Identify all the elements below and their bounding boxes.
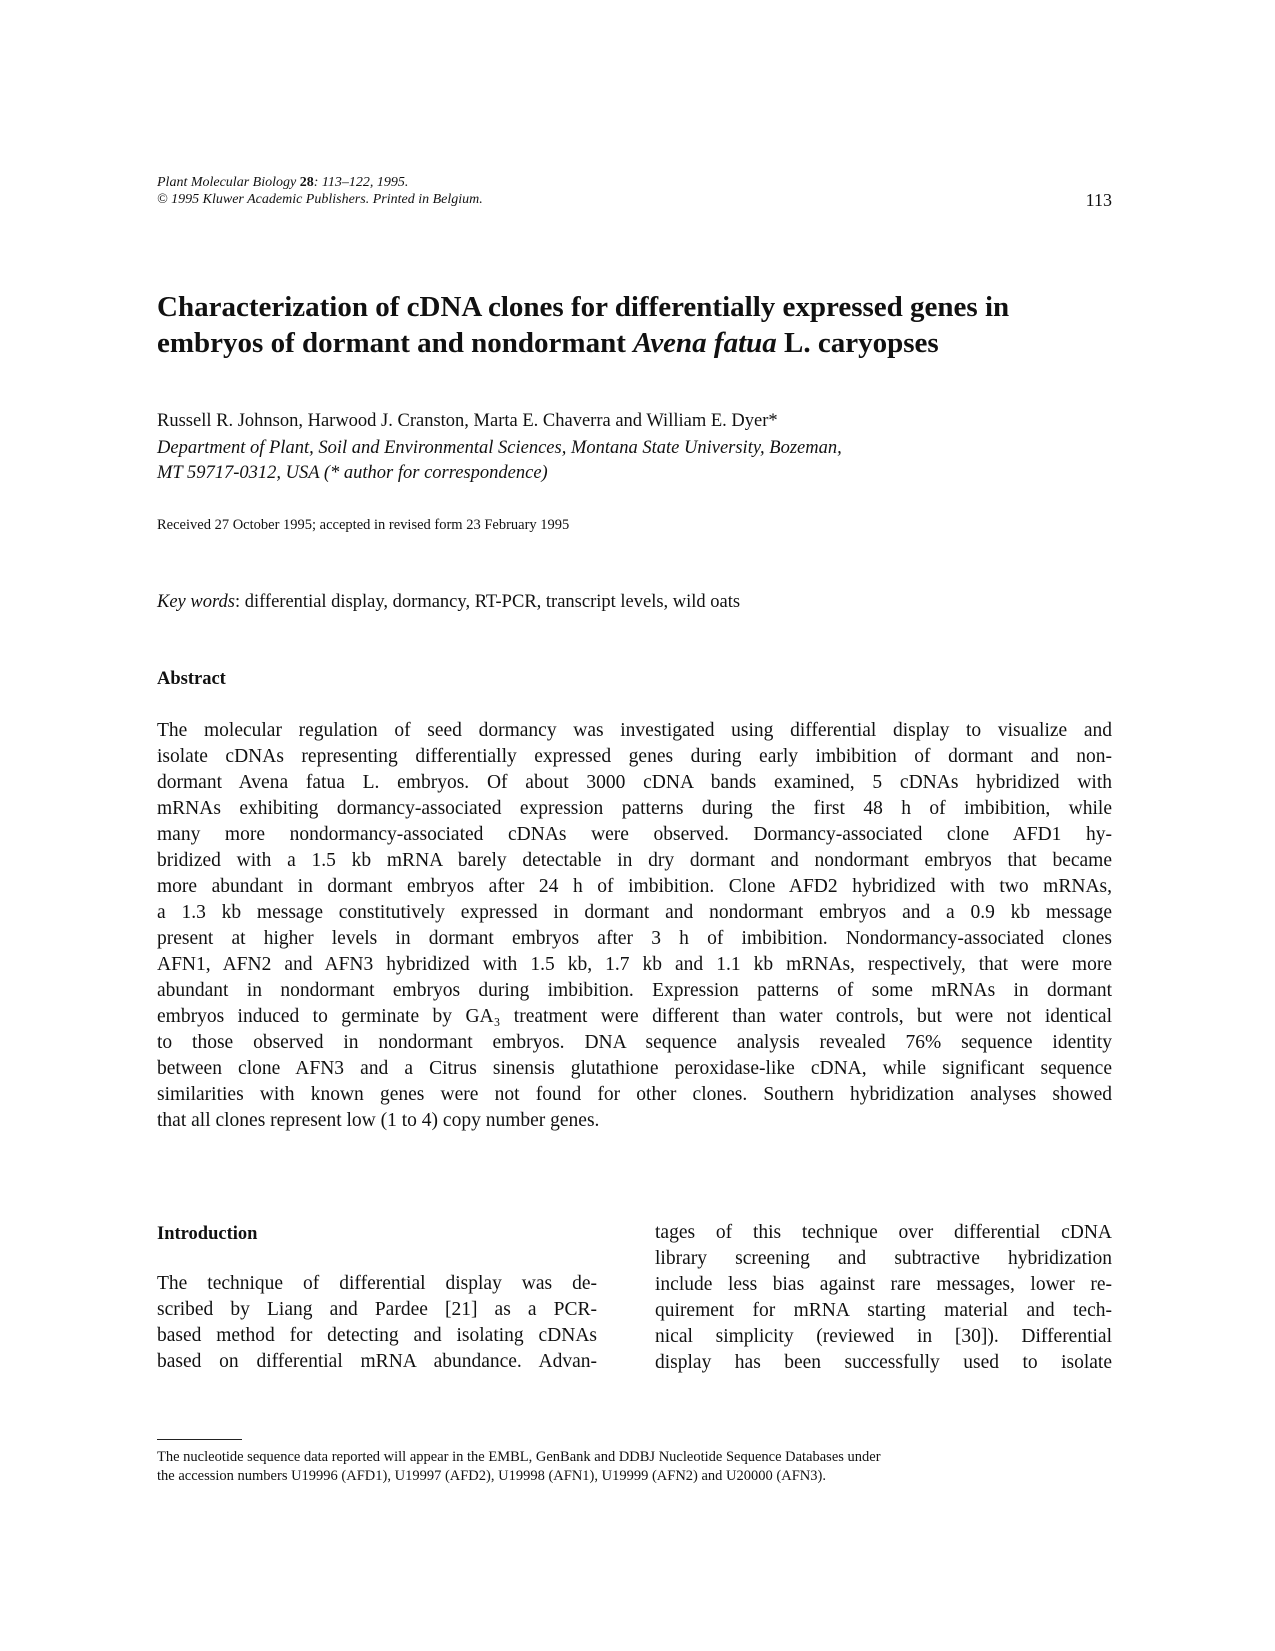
introduction-line: based on differential mRNA abundance. Advan- [157, 1351, 597, 1372]
title-text: embryos of dormant and nondormant [157, 327, 634, 359]
title-text-end: L. caryopses [776, 327, 939, 359]
title-line-1: Characterization of cDNA clones for differentially expressed genes in [157, 291, 1010, 323]
introduction-line: display has been successfully used to isolate [655, 1352, 1112, 1373]
abstract-line: present at higher levels in dormant embryos after 3 h of imbibition. Nondormancy-associated clones [157, 928, 1112, 949]
journal-header [157, 174, 857, 208]
title-line-2 [157, 325, 1117, 361]
introduction-line: scribed by Liang and Pardee [21] as a PCR- [157, 1299, 597, 1320]
introduction-line: The technique of differential display was de- [157, 1273, 597, 1294]
introduction-line: tages of this technique over differential cDNA [655, 1222, 1112, 1243]
introduction-line: include less bias against rare messages, lower re- [655, 1274, 1112, 1295]
introduction-line: based method for detecting and isolating cDNAs [157, 1325, 597, 1346]
abstract-line: to those observed in nondormant embryos. DNA sequence analysis revealed 76% sequence identity [157, 1032, 1112, 1053]
abstract-line: The molecular regulation of seed dormancy was investigated using differential display to visualize and [157, 720, 1112, 741]
abstract-line: isolate cDNAs representing differentially expressed genes during early imbibition of dormant and non- [157, 746, 1112, 767]
abstract-body [157, 718, 1112, 1134]
abstract-line: dormant Avena fatua L. embryos. Of about 3000 cDNA bands examined, 5 cDNAs hybridized with [157, 772, 1112, 793]
keywords-text: : differential display, dormancy, RT-PCR, transcript levels, wild oats [234, 592, 741, 612]
title-species: Avena fatua [633, 327, 777, 359]
introduction-left-column [157, 1271, 597, 1375]
abstract-line: abundant in nondormant embryos during imbibition. Expression patterns of some mRNAs in dormant [157, 980, 1112, 1001]
introduction-right-column [655, 1220, 1112, 1376]
keywords [157, 592, 740, 613]
abstract-line: bridized with a 1.5 kb mRNA barely detectable in dry dormant and nondormant embryos that became [157, 850, 1112, 871]
abstract-line: more abundant in dormant embryos after 24 h of imbibition. Clone AFD2 hybridized with two mRNAs, [157, 876, 1112, 897]
abstract-line: between clone AFN3 and a Citrus sinensis glutathione peroxidase-like cDNA, while significant sequence [157, 1058, 1112, 1079]
abstract-line: that all clones represent low (1 to 4) copy number genes. [157, 1110, 600, 1131]
abstract-line: similarities with known genes were not found for other clones. Southern hybridization analyses showed [157, 1084, 1112, 1105]
footnote-rule [157, 1439, 242, 1440]
abstract-line: many more nondormancy-associated cDNAs were observed. Dormancy-associated clone AFD1 hy- [157, 824, 1112, 845]
paper-title [157, 289, 1117, 361]
affiliation-line-1: Department of Plant, Soil and Environmental Sciences, Montana State University, Bozeman, [157, 438, 842, 458]
page-number: 113 [1085, 190, 1112, 210]
abstract-heading: Abstract [157, 669, 226, 689]
journal-name: Plant Molecular Biology [157, 175, 297, 190]
abstract-line: a 1.3 kb message constitutively expressed in dormant and nondormant embryos and a 0.9 kb message [157, 902, 1112, 923]
introduction-line: nical simplicity (reviewed in [30]). Differential [655, 1326, 1112, 1347]
footnote-line-1: The nucleotide sequence data reported will appear in the EMBL, GenBank and DDBJ Nucleotide Sequence Databases under [157, 1449, 881, 1465]
footnote-line-2: the accession numbers U19996 (AFD1), U19997 (AFD2), U19998 (AFN1), U19999 (AFN2) and U20000 (AFN3). [157, 1468, 826, 1484]
keywords-label: Key words [157, 592, 235, 612]
introduction-line: quirement for mRNA starting material and tech- [655, 1300, 1112, 1321]
introduction-heading: Introduction [157, 1224, 258, 1244]
footnote [157, 1448, 1117, 1486]
introduction-line: library screening and subtractive hybridization [655, 1248, 1112, 1269]
abstract-line: AFN1, AFN2 and AFN3 hybridized with 1.5 kb, 1.7 kb and 1.1 kb mRNAs, respectively, that were more [157, 954, 1112, 975]
journal-volume: 28 [299, 175, 314, 190]
journal-pages: : 113–122, 1995. [313, 175, 409, 190]
affiliation [157, 436, 1057, 486]
abstract-line: mRNAs exhibiting dormancy-associated expression patterns during the first 48 h of imbibition, while [157, 798, 1112, 819]
abstract-line: embryos induced to germinate by GA₃ treatment were different than water controls, but were not identical [157, 1006, 1112, 1027]
copyright-line: © 1995 Kluwer Academic Publishers. Printed in Belgium. [157, 192, 483, 207]
affiliation-line-2: MT 59717-0312, USA (* author for correspondence) [157, 463, 548, 483]
author-list: Russell R. Johnson, Harwood J. Cranston, Marta E. Chaverra and William E. Dyer* [157, 411, 778, 431]
journal-citation [157, 174, 857, 191]
received-dates: Received 27 October 1995; accepted in revised form 23 February 1995 [157, 517, 570, 533]
